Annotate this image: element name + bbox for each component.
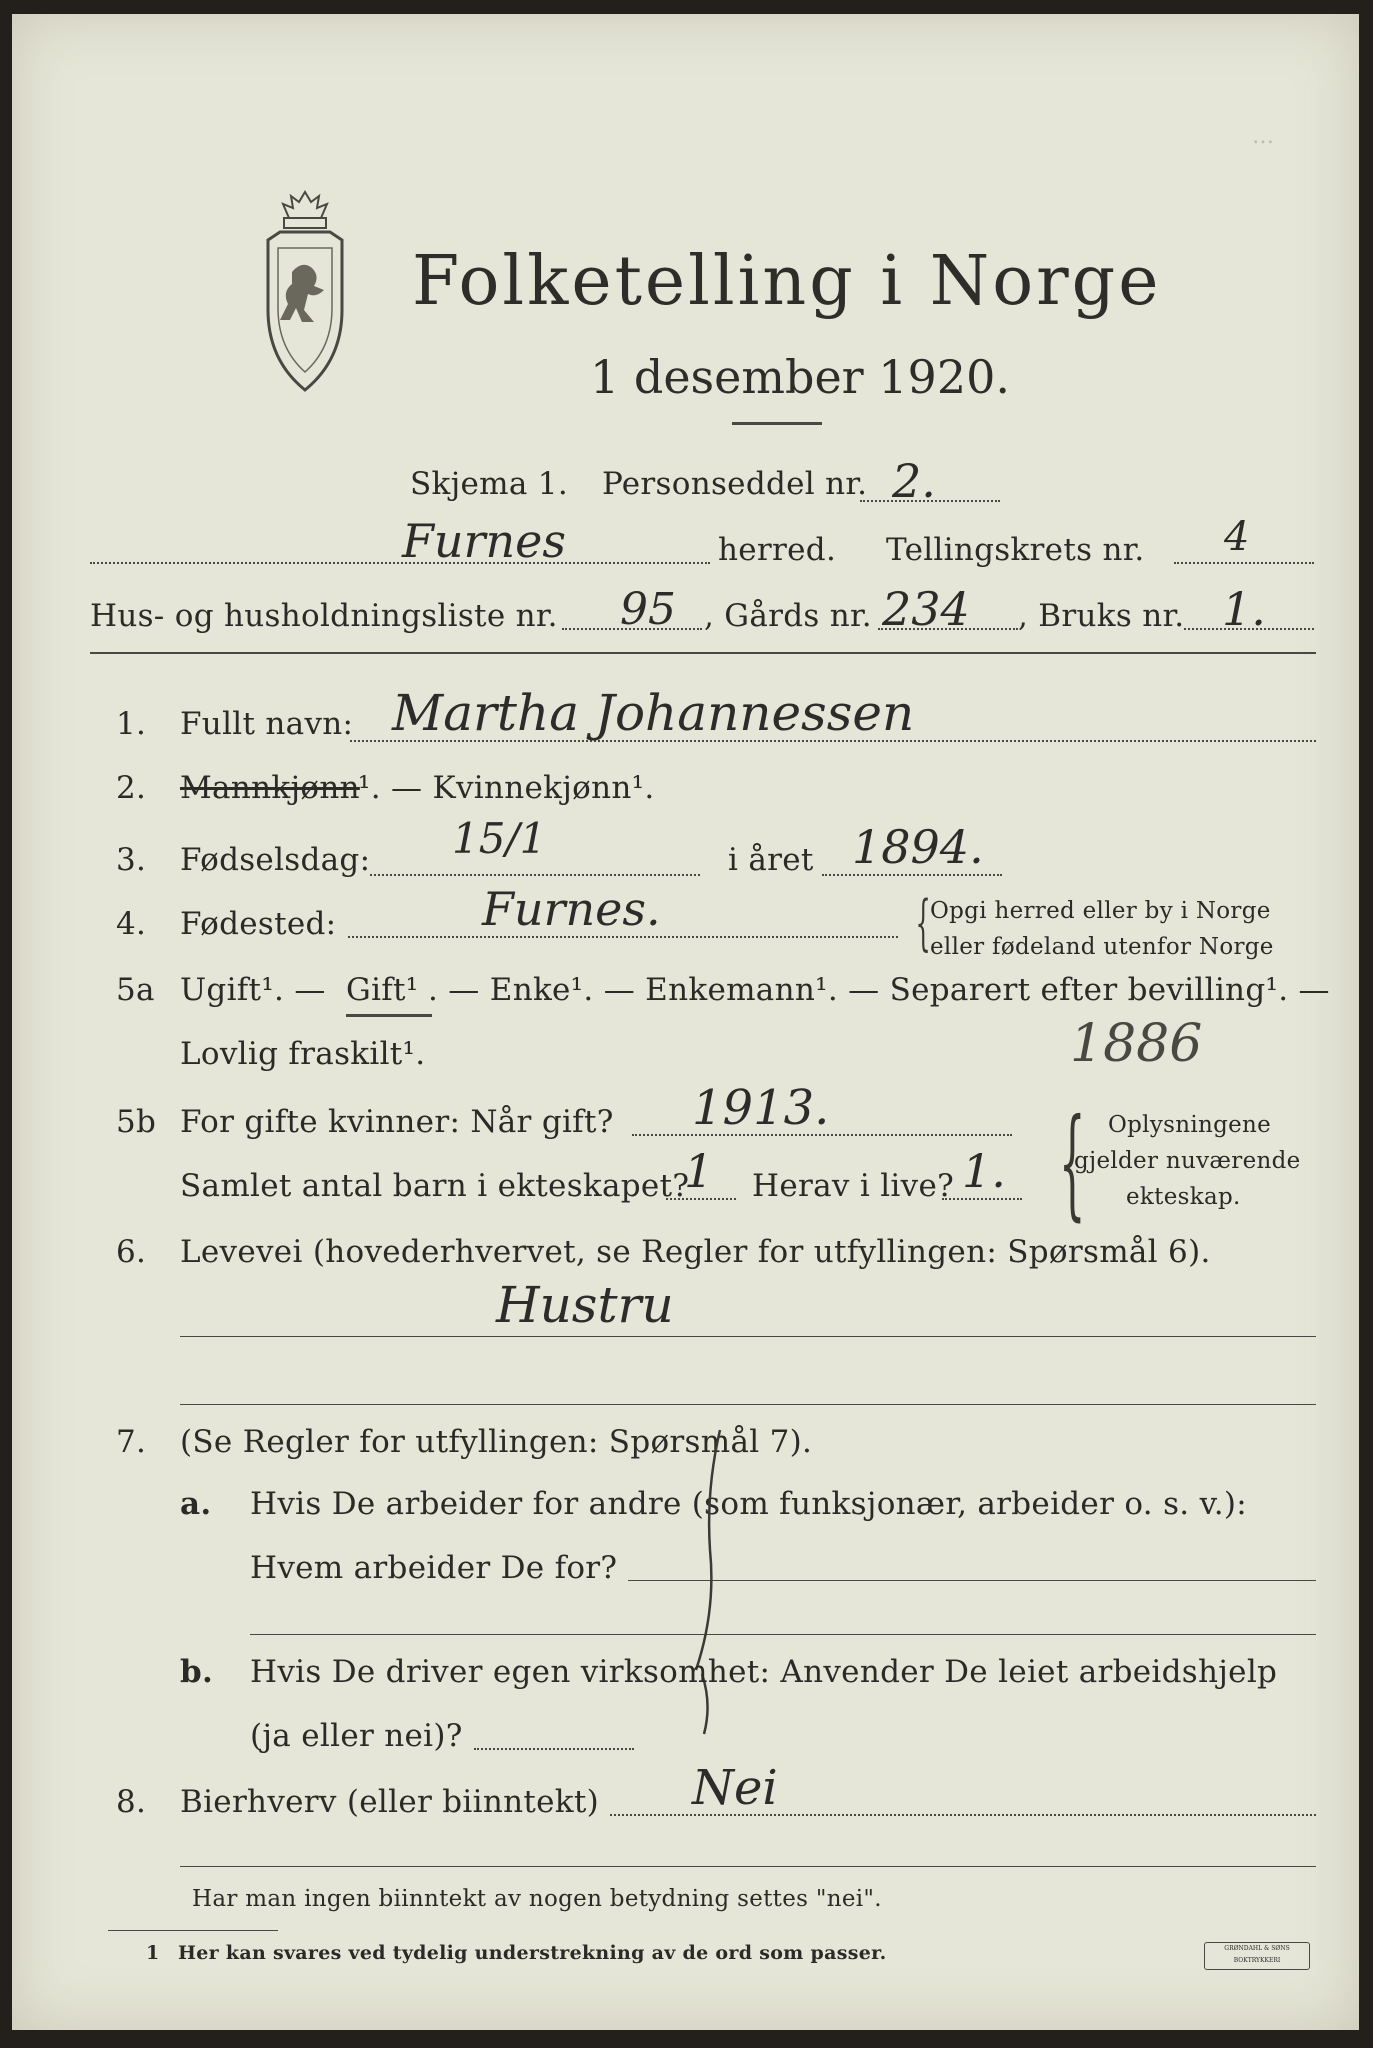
q4-number: 4. <box>116 906 147 942</box>
q5a-fraskilt: Lovlig fraskilt¹. <box>180 1036 426 1072</box>
q5a-ugift: Ugift¹. — <box>180 972 326 1008</box>
schema-label: Skjema 1. <box>410 466 568 502</box>
footnote-text: Her kan svares ved tydelig understrekning av de ord som passer. <box>178 1942 887 1964</box>
q7b-line-1: Hvis De driver egen virksomhet: Anvender De leiet arbeidshjelp <box>250 1654 1278 1690</box>
printer-stamp <box>1204 1942 1310 1970</box>
husholdningsliste-label: Hus- og husholdningsliste nr. <box>90 598 558 634</box>
q7a-line-2: Hvem arbeider De for? <box>250 1550 618 1586</box>
q6-occupation: Hustru <box>496 1276 674 1334</box>
q5b-note-3: ekteskap. <box>1126 1184 1241 1210</box>
q5b-children-count: 1 <box>684 1144 714 1198</box>
bruks-number: 1. <box>1222 582 1266 636</box>
q8-label: Bierhverv (eller biinntekt) <box>180 1784 600 1820</box>
q7b-letter: b. <box>180 1654 214 1690</box>
q6-label: Levevei (hovederhvervet, se Regler for utfyllingen: Spørsmål 6). <box>180 1234 1211 1270</box>
q2-sex-options: ¹. — Kvinnekjønn¹. <box>358 770 655 806</box>
tellingskrets-number: 4 <box>1224 514 1250 560</box>
q5b-brace: { <box>1058 1094 1086 1233</box>
bleed-through: … <box>1252 124 1274 149</box>
q1-full-name: Martha Johannessen <box>392 684 915 742</box>
q4-brace: { <box>915 888 931 958</box>
q5a-number: 5a <box>116 972 155 1008</box>
q7b-line-2: (ja eller nei)? <box>250 1718 463 1754</box>
form-title: Folketelling i Norge <box>412 242 1162 321</box>
q8-number: 8. <box>116 1784 147 1820</box>
q8-note: Har man ingen biinntekt av nogen betydning settes "nei". <box>192 1886 882 1912</box>
q5a-gift-underlined: Gift¹ <box>346 972 419 1008</box>
husholdningsliste-number: 95 <box>620 584 676 635</box>
herred-label: herred. <box>718 532 837 568</box>
gards-label: , Gårds nr. <box>704 598 872 634</box>
q5b-children-label: Samlet antal barn i ekteskapet? <box>180 1168 690 1204</box>
form-date: 1 desember 1920. <box>590 350 1010 404</box>
q5b-married-year: 1913. <box>692 1080 830 1136</box>
q7a-line-1: Hvis De arbeider for andre (som funksjonær, arbeider o. s. v.): <box>250 1486 1248 1522</box>
q7b-answer-line <box>474 1748 634 1750</box>
gards-number: 234 <box>882 582 970 636</box>
personseddel-label: Personseddel nr. <box>602 466 868 502</box>
q3-day-line <box>370 874 700 876</box>
q4-note-2: eller fødeland utenfor Norge <box>930 934 1274 960</box>
tellingskrets-line <box>1174 562 1314 564</box>
q6-line-2 <box>180 1404 1316 1405</box>
q3-year-line <box>822 874 1002 876</box>
q8-extra-line <box>180 1866 1316 1867</box>
q7-handwritten-stroke <box>680 1424 740 1764</box>
q5b-alive-count: 1. <box>962 1144 1006 1198</box>
q4-line <box>348 936 898 938</box>
footnote-mark: 1 <box>146 1942 160 1964</box>
q8-value: Nei <box>692 1760 778 1816</box>
q5b-alive-label: Herav i live? <box>752 1168 955 1204</box>
q6-number: 6. <box>116 1234 147 1270</box>
q5b-alive-line <box>942 1198 1022 1200</box>
q5b-note-2: gjelder nuværende <box>1074 1148 1301 1174</box>
q4-note-1: Opgi herred eller by i Norge <box>930 898 1271 924</box>
herred-value: Furnes <box>402 514 566 568</box>
q1-number: 1. <box>116 706 147 742</box>
q5b-children-line <box>666 1198 736 1200</box>
census-form-page <box>12 14 1359 2030</box>
q7-number: 7. <box>116 1424 147 1460</box>
bruks-label: , Bruks nr. <box>1018 598 1185 634</box>
q7a-extra-line <box>250 1634 1316 1635</box>
header-divider <box>90 652 1316 654</box>
q5b-note-1: Oplysningene <box>1108 1112 1272 1138</box>
q7a-letter: a. <box>180 1486 212 1522</box>
q4-label: Fødested: <box>180 906 337 942</box>
q6-line-1 <box>180 1336 1316 1337</box>
q2-male-struck: Mannkjønn <box>180 770 360 806</box>
herred-line <box>90 562 710 564</box>
q3-birth-year: 1894. <box>852 820 984 874</box>
q5a-margin-note: 1886 <box>1070 1014 1203 1074</box>
q3-year-label: i året <box>728 842 814 878</box>
coat-of-arms-icon <box>248 184 363 404</box>
q5b-married-label: For gifte kvinner: Når gift? <box>180 1104 614 1140</box>
q4-birthplace: Furnes. <box>482 882 661 936</box>
q5a-gift-underline <box>346 1014 432 1017</box>
tellingskrets-label: Tellingskrets nr. <box>886 532 1145 568</box>
footnote-rule <box>108 1930 278 1931</box>
q3-birth-date: 15/1 <box>452 814 547 863</box>
title-divider <box>732 422 822 425</box>
q1-label: Fullt navn: <box>180 706 354 742</box>
q2-number: 2. <box>116 770 147 806</box>
personseddel-number: 2. <box>892 454 936 508</box>
q5a-other-statuses: . — Enke¹. — Enkemann¹. — Separert efter bevilling¹. — <box>428 972 1330 1008</box>
q7-label: (Se Regler for utfyllingen: Spørsmål 7). <box>180 1424 813 1460</box>
q3-label: Fødselsdag: <box>180 842 371 878</box>
q3-number: 3. <box>116 842 147 878</box>
printer-stamp-text: GRØNDAHL & SØNS BOKTRYKKERI <box>1224 1945 1290 1964</box>
q5b-number: 5b <box>116 1104 157 1140</box>
